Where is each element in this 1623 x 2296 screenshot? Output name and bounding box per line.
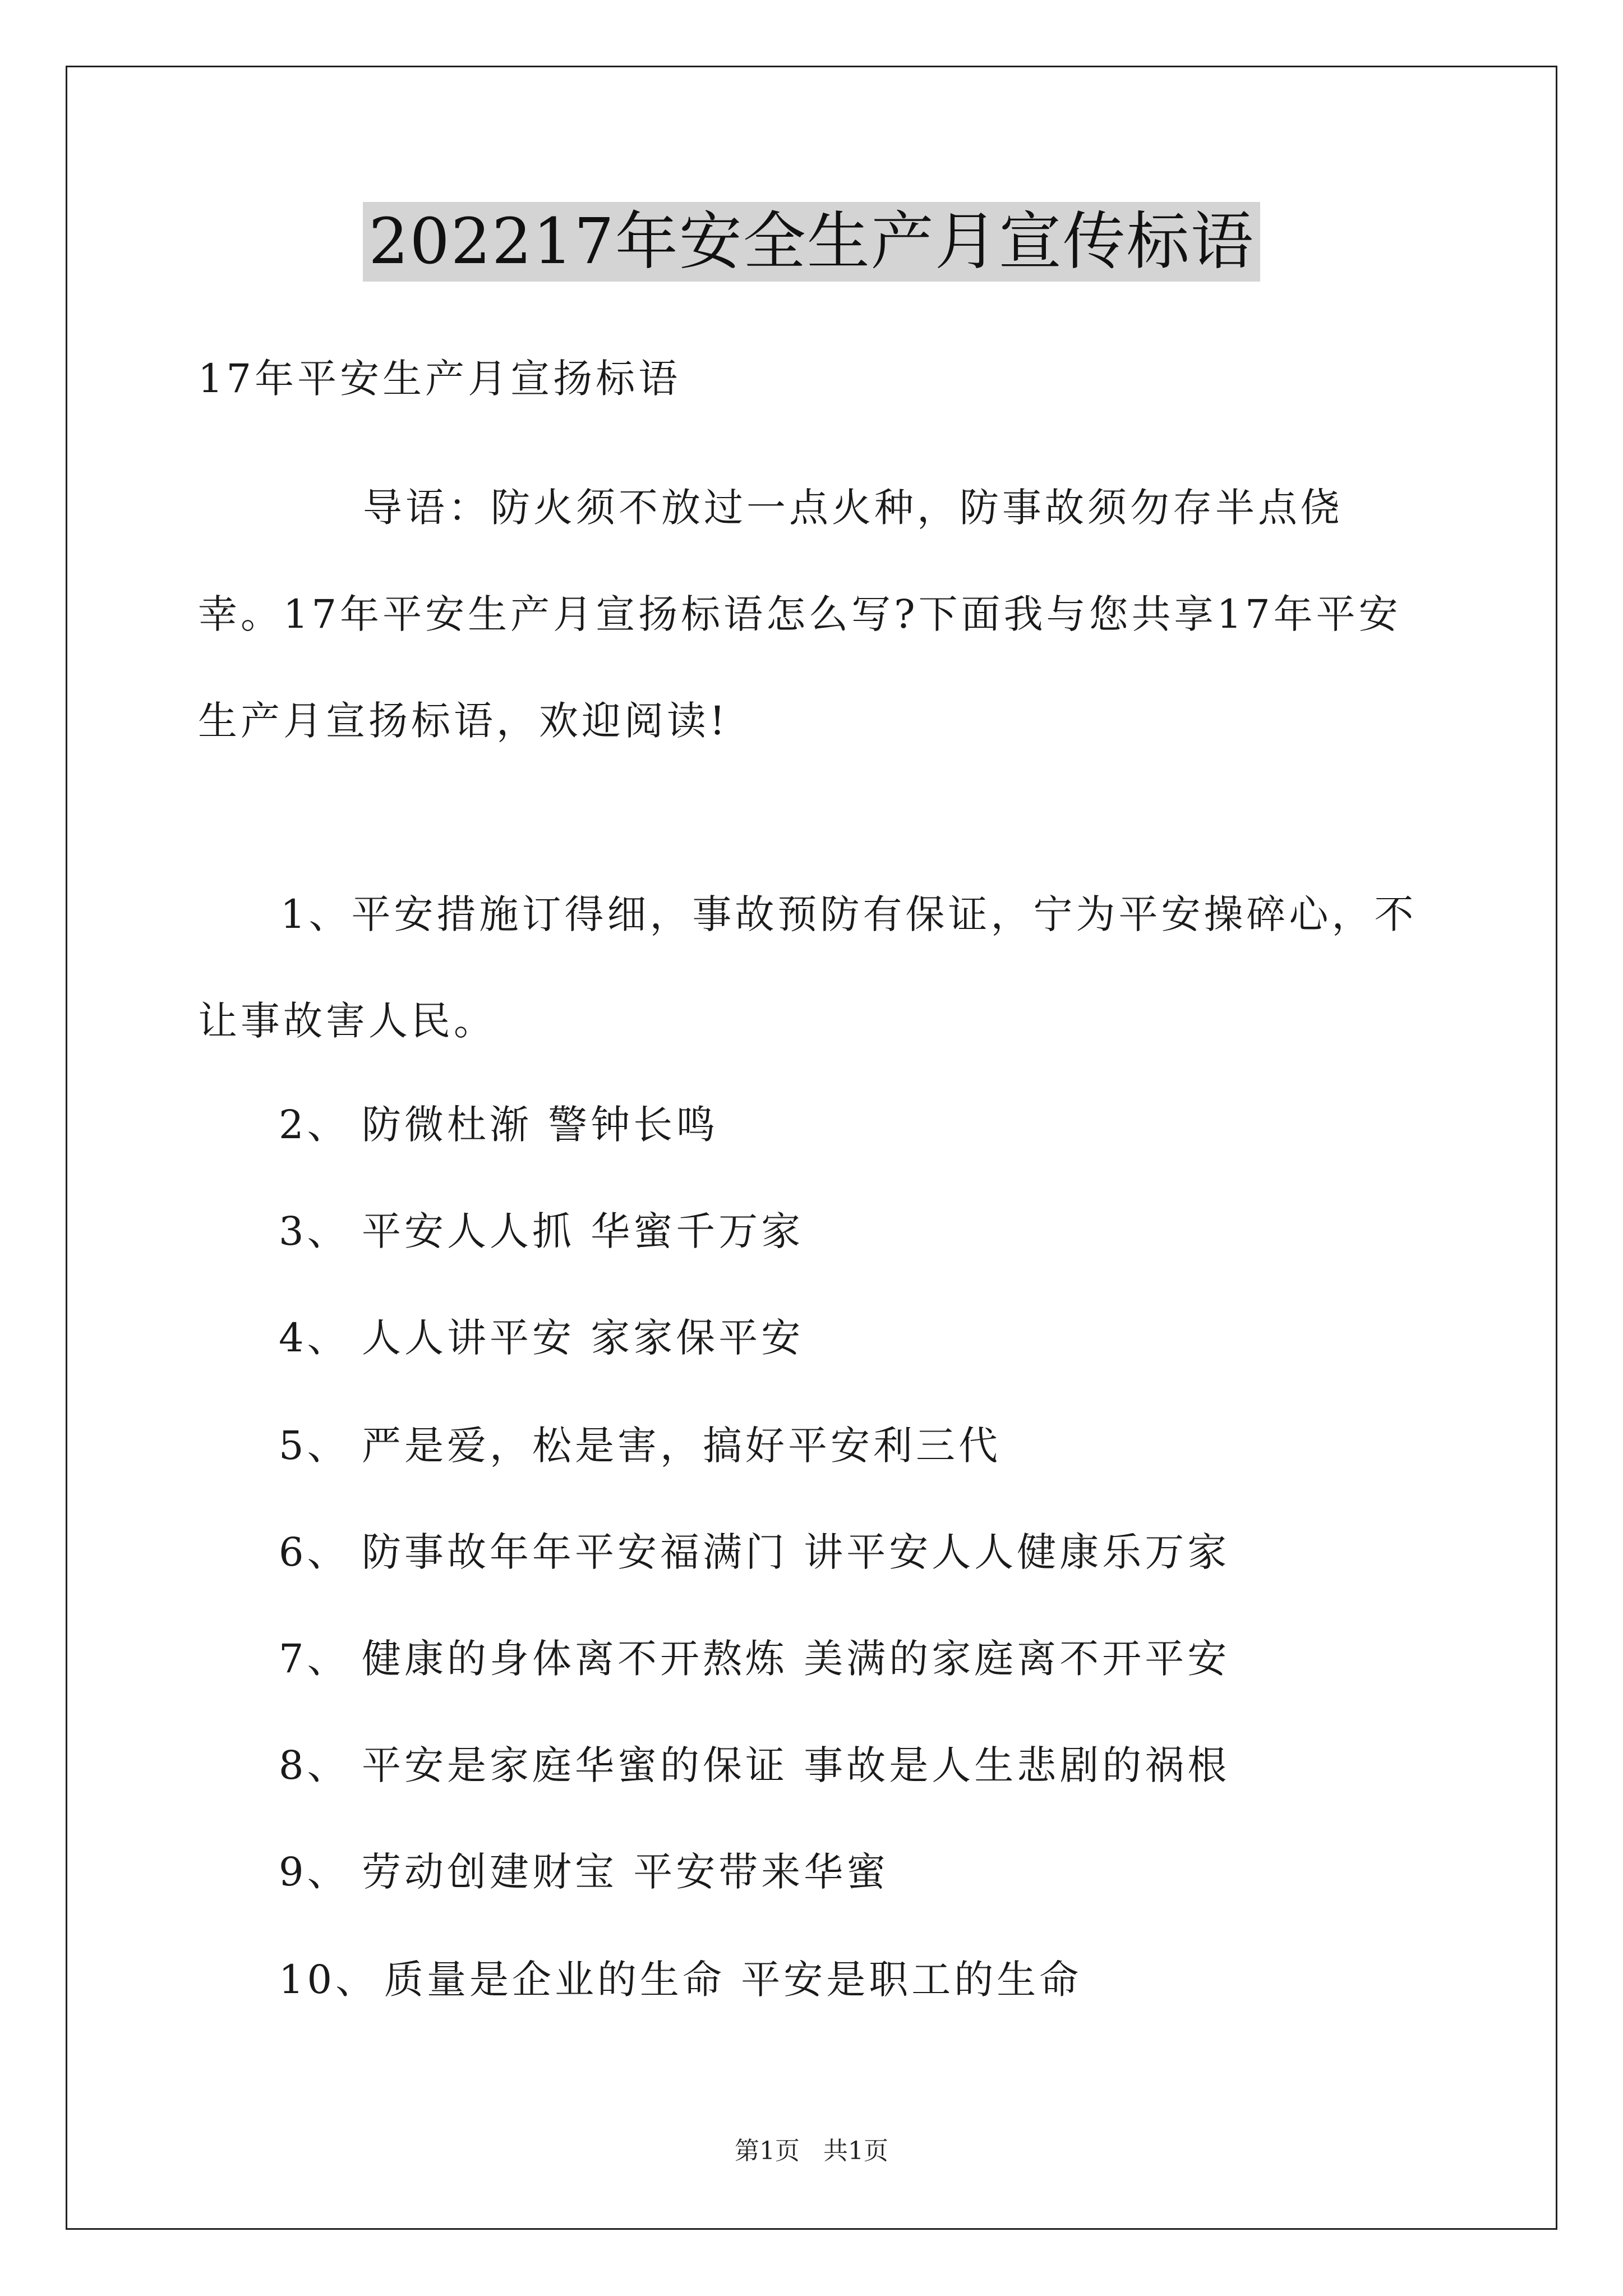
slogan-number: 8、: [279, 1742, 350, 1788]
slogan-item-10: [279, 1952, 1082, 2008]
slogan-item-6: [279, 1524, 1230, 1580]
slogan-item-5: [279, 1418, 1001, 1474]
slogan-text: 防微杜渐 警钟长鸣: [362, 1102, 719, 1148]
page-footer: [0, 2134, 1623, 2168]
title-container: [0, 202, 1623, 282]
slogan-item-7: [279, 1631, 1230, 1687]
slogan-text: 严是爱，松是害，搞好平安利三代: [362, 1423, 1001, 1469]
slogan-item-8: [279, 1737, 1230, 1793]
slogan-item-2: [279, 1097, 718, 1153]
document-subtitle: 17年平安生产月宣扬标语: [198, 356, 681, 402]
slogan-number: 7、: [279, 1636, 350, 1682]
slogan-number: 10、: [279, 1957, 379, 2003]
slogan-text: 平安人人抓 华蜜千万家: [362, 1208, 804, 1254]
slogan-text: 防事故年年平安福满门 讲平安人人健康乐万家: [362, 1529, 1230, 1575]
slogan-number: 4、: [279, 1315, 350, 1361]
slogan-text: 人人讲平安 家家保平安: [362, 1315, 804, 1361]
intro-paragraph: 导语：防火须不放过一点火种，防事故须勿存半点侥幸。17年平安生产月宣扬标语怎么写?下面我与您共享17年平安生产月宣扬标语，欢迎阅读!: [198, 485, 1401, 744]
document-title: 202217年安全生产月宣传标语: [363, 202, 1260, 282]
slogan-text: 质量是企业的生命 平安是职工的生命: [384, 1957, 1082, 2003]
page-number: 第1页 共1页: [735, 2137, 888, 2165]
slogan-item-3: [279, 1203, 804, 1259]
slogan-item-9: [279, 1844, 889, 1900]
slogan-number: 3、: [279, 1208, 350, 1254]
slogan-number: 6、: [279, 1529, 350, 1575]
slogan-number: 9、: [279, 1849, 350, 1895]
slogan-number: 2、: [279, 1102, 350, 1148]
slogan-item-4: [279, 1310, 804, 1366]
slogan-text: 健康的身体离不开熬炼 美满的家庭离不开平安: [362, 1636, 1230, 1682]
slogan-text: 平安是家庭华蜜的保证 事故是人生悲剧的祸根: [362, 1742, 1230, 1788]
slogan-number: 5、: [279, 1423, 350, 1469]
slogan-paragraph-1: 1、平安措施订得细，事故预防有保证，宁为平安操碎心，不让事故害人民。: [198, 891, 1417, 1044]
slogan-text: 劳动创建财宝 平安带来华蜜: [362, 1849, 889, 1895]
